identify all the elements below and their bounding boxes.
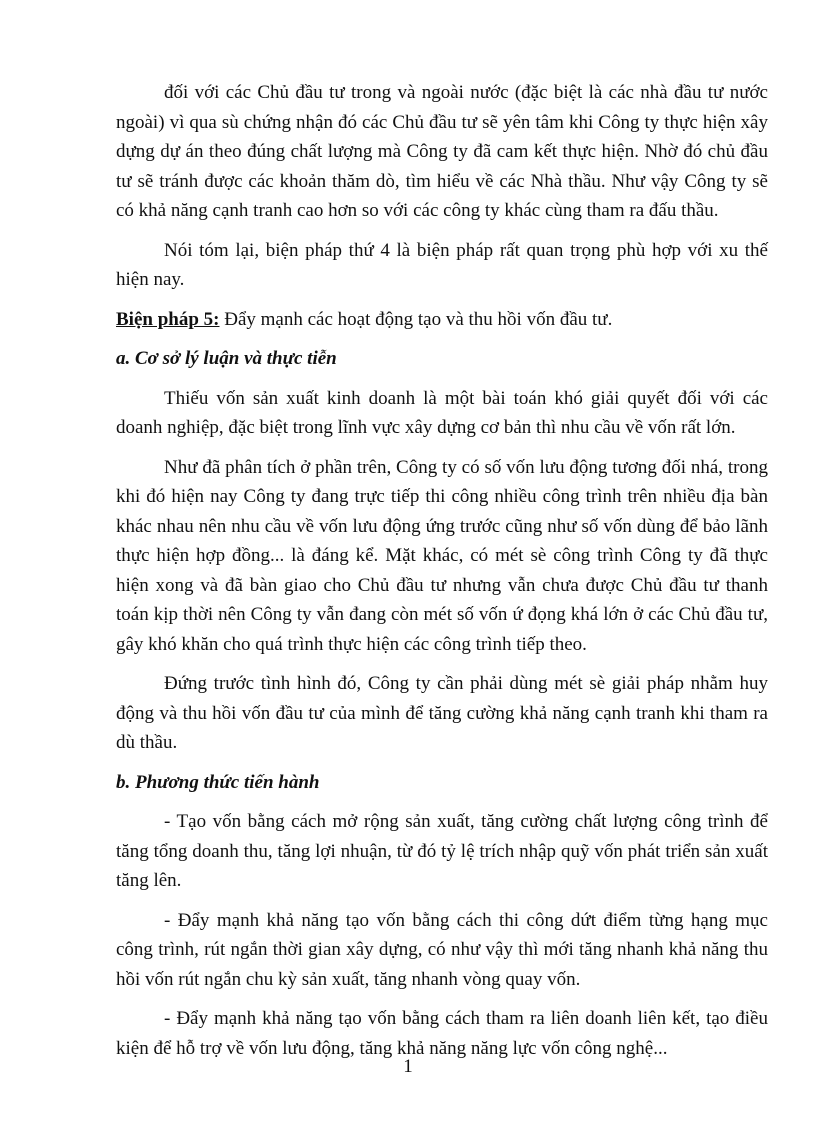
section-a-paragraph-1: Thiếu vốn sản xuất kinh doanh là một bài toán khó giải quyết đối với các doanh nghiệp, đặc biệt trong lĩnh vực xây dựng cơ bản thì nhu cầu về vốn rất lớn. — [116, 387, 768, 438]
section-b-bullet-2: - Đẩy mạnh khả năng tạo vốn bằng cách thi công dứt điểm từng hạng mục công trình, rút ngắn thời gian xây dựng, có như vậy thì mới tăng nhanh khả năng thu hồi vốn rút ngắn chu kỳ sản xuất, tăng nhanh vòng quay vốn. — [116, 909, 768, 990]
section-a-heading: a. Cơ sở lý luận và thực tiễn — [116, 348, 337, 369]
intro-paragraph-2: Nói tóm lại, biện pháp thứ 4 là biện pháp rất quan trọng phù hợp với xu thế hiện nay. — [116, 239, 768, 290]
section-b-bullet-3: - Đẩy mạnh khả năng tạo vốn bằng cách tham ra liên doanh liên kết, tạo điều kiện để hỗ trợ về vốn lưu động, tăng khả năng năng lực vốn công nghệ... — [116, 1008, 768, 1059]
section-b-bullet-1: - Tạo vốn bằng cách mở rộng sản xuất, tăng cường chất lượng công trình để tăng tổng doanh thu, tăng lợi nhuận, từ đó tỷ lệ trích nhập quỹ vốn phát triển sản xuất tăng lên. — [116, 811, 768, 891]
page-content — [116, 78, 768, 1073]
page-number: 1 — [403, 1056, 413, 1077]
measure-heading — [116, 305, 768, 335]
measure-label: Biện pháp 5: — [116, 308, 220, 330]
section-a-paragraph-3: Đứng trước tình hình đó, Công ty cần phải dùng mét sè giải pháp nhằm huy động và thu hồi vốn đầu tư của mình để tăng cường khả năng cạnh tranh khi tham ra dù thầu. — [116, 673, 768, 753]
section-a-paragraph-2: Như đã phân tích ở phần trên, Công ty có số vốn lưu động tương đối nhá, trong khi đó hiện nay Công ty đang trực tiếp thi công nhiều công trình trên nhiều địa bàn khác nhau nên nhu cầu về vốn lưu động ứng trước cũng như số vốn dùng để bảo lãnh thực hiện hợp đồng... là đáng kể. Mặt khác, có mét sè công trình Công ty đã thực hiện xong và đã bàn giao cho Chủ đầu tư nhưng vẫn chưa được Chủ đầu tư thanh toán kịp thời nên Công ty vẫn đang còn mét số vốn ứ đọng khá lớn ở các Chủ đầu tư, gây khó khăn cho quá trình thực hiện các công trình tiếp theo. — [116, 456, 768, 655]
section-b-heading: b. Phương thức tiến hành — [116, 771, 320, 793]
measure-title-text: Đẩy mạnh các hoạt động tạo và thu hồi vốn đầu tư. — [219, 308, 613, 330]
intro-paragraph-1: đối với các Chủ đầu tư trong và ngoài nước (đặc biệt là các nhà đầu tư nước ngoài) vì qua sù chứng nhận đó các Chủ đầu tư sẽ yên tâm khi Công ty thực hiện xây dựng dự án theo đúng chất lượng mà Công ty đã cam kết thực hiện. Nhờ đó chủ đầu tư sẽ tránh được các khoản thăm dò, tìm hiểu về các Nhà thầu. Như vậy Công ty sẽ có khả năng cạnh tranh cao hơn so với các công ty khác cùng tham ra đấu thầu. — [116, 82, 768, 221]
